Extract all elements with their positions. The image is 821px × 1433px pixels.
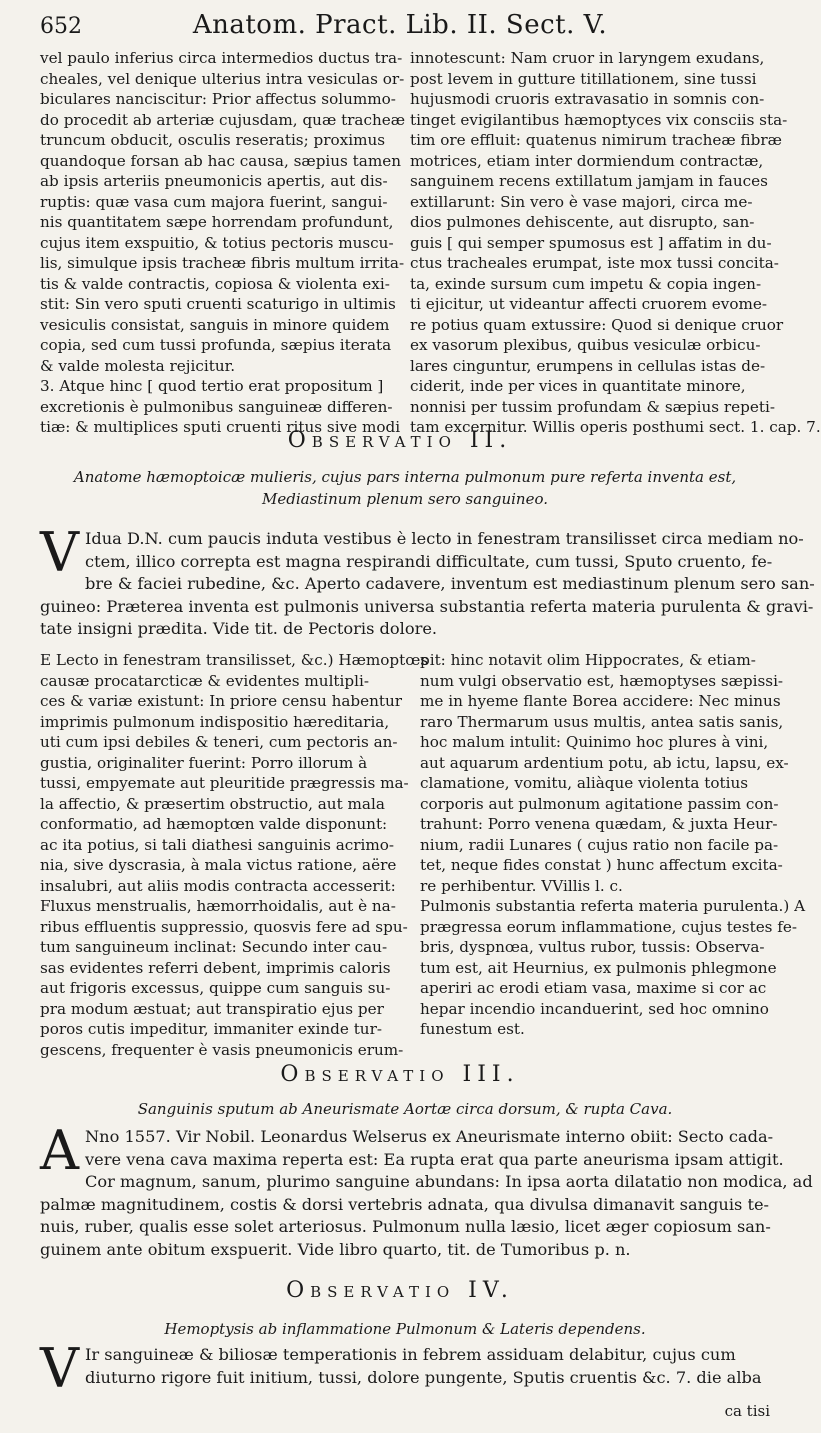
observation-2-heading: Observatio II. (287, 428, 513, 453)
text-line: lis, simulque ipsis tracheæ fibris multum irrita- (40, 254, 405, 272)
text-line: cujus item exspuitio, & totius pectoris muscu- (40, 233, 394, 252)
text-line: tum sanguineum inclinat: Secundo inter cau- (40, 938, 388, 956)
text-line: nium, radii Lunares ( cujus ratio non facile pa- (420, 835, 779, 854)
text-line: cheales, vel denique ulterius intra vesiculas or- (40, 69, 405, 88)
text-line: vesiculis consistat, sanguis in minore quidem (40, 315, 390, 334)
text-line: Ir sanguineæ & biliosæ temperationis in febrem assiduam delabitur, cujus cum (85, 1345, 736, 1364)
text-line: do procedit ab arteriæ cujusdam, quæ tracheæ (40, 110, 406, 129)
text-line: 3. Atque hinc [ quod tertio erat propositum ] (40, 377, 384, 395)
text-line: copia, sed cum tussi profunda, sæpius iterata (40, 336, 392, 354)
text-line: ruptis: quæ vasa cum majora fuerint, sangui- (40, 192, 388, 211)
text-line: guis [ qui semper spumosus est ] affatim in du- (410, 233, 772, 252)
text-line: num vulgi observatio est, hæmoptyses sæpissi- (420, 671, 784, 690)
observation-2-subtitle (40, 466, 770, 510)
observation-3-heading: Observatio III. (280, 1062, 520, 1087)
text-line: tate insigni prædita. Vide tit. de Pectoris dolore. (40, 619, 438, 638)
text-line: truncum obducit, osculis reseratis; proximus (40, 131, 386, 149)
text-line: Nno 1557. Vir Nobil. Leonardus Welserus ex Aneurismate interno obiit: Secto cada- (85, 1127, 774, 1146)
text-line: prægressa eorum inflammatione, cujus testes fe- (420, 917, 798, 936)
text-line: hepar incendio incanduerint, sed hoc omnino (420, 999, 769, 1018)
text-line: ex vasorum plexibus, quibus vesiculæ orbicu- (410, 336, 761, 354)
text-line: Pulmonis substantia referta materia purulenta.) A (420, 897, 806, 915)
observation-2-text (40, 521, 815, 641)
page-header (0, 0, 800, 46)
text-line: sanguinem recens extillatum jamjam in fauces (410, 172, 768, 190)
drop-cap: A (40, 1119, 79, 1182)
subtitle-line: Mediastinum plenum sero sanguineo. (262, 490, 548, 508)
text-line: re perhibentur. VVillis l. c. (420, 876, 623, 895)
text-line: & valde molesta rejicitur. (40, 356, 236, 375)
top-left-column (40, 48, 406, 438)
text-line: ti ejicitur, ut videantur affecti cruorem evome- (410, 295, 768, 313)
text-line: tiæ: & multiplices sputi cruenti ritus sive modi (40, 418, 401, 436)
top-right-column (410, 48, 821, 438)
text-line: ab ipsis arteriis pneumonicis apertis, aut dis- (40, 172, 388, 190)
text-line: aperiri ac erodi etiam vasa, maxime si cor ac (420, 979, 767, 997)
catchword: ca tisi (724, 1402, 770, 1420)
text-line: excretionis è pulmonibus sanguineæ differen- (40, 397, 393, 416)
text-line: funestum est. (420, 1020, 525, 1038)
text-line: aut aquarum ardentium potu, ab ictu, lapsu, ex- (420, 753, 789, 772)
text-line: conformatio, ad hæmoptœn valde disponunt: (40, 815, 388, 833)
text-line: vere vena cava maxima reperta est: Ea rupta erat qua parte aneurisma ipsam attigit. (85, 1149, 784, 1169)
text-line: imprimis pulmonum indispositio hæreditaria, (40, 712, 390, 731)
text-line: Idua D.N. cum paucis induta vestibus è lecto in fenestram transilisset circa mediam no- (85, 529, 804, 548)
text-line: pra modum æstuat; aut transpiratio ejus per (40, 999, 384, 1018)
text-line: pit: hinc notavit olim Hippocrates, & etiam- (420, 651, 756, 669)
text-line: clamatione, vomitu, aliàque violenta totius (420, 774, 749, 792)
text-line: innotescunt: Nam cruor in laryngem exudans, (410, 49, 765, 67)
text-line: ac ita potius, si tali diathesi sanguinis acrimo- (40, 835, 395, 854)
text-line: E Lecto in fenestram transilisset, &c.) Hæmoptœs (40, 651, 429, 669)
subtitle-line: Anatome hæmoptoicæ mulieris, cujus pars interna pulmonum pure referta inventa est, (73, 468, 737, 486)
text-line: uti cum ipsi debiles & teneri, cum pectoris an- (40, 733, 398, 751)
text-line: hujusmodi cruoris extravasatio in somnis con- (410, 90, 765, 108)
text-line: vel paulo inferius circa intermedios ductus tra- (40, 49, 403, 67)
observation-4-heading: Observatio IV. (286, 1278, 514, 1303)
text-line: tinget evigilantibus hæmoptyces vix consciis sta- (410, 110, 788, 129)
text-line: diuturno rigore fuit initium, tussi, dolore pungente, Sputis cruentis &c. 7. die alba (85, 1367, 762, 1387)
text-line: tussi, empyemate aut pleuritide prægressis ma- (40, 774, 409, 792)
text-line: nis quantitatem sæpe horrendam profundunt, (40, 213, 394, 231)
text-line: stit: Sin vero sputi cruenti scaturigo in ultimis (40, 295, 396, 313)
text-line: la affectio, & præsertim obstructio, aut mala (40, 794, 385, 813)
text-line: palmæ magnitudinem, costis & dorsi vertebris adnata, qua divulsa dimanavit sanguis te- (40, 1194, 769, 1214)
text-line: motrices, etiam inter dormiendum contractæ, (410, 151, 764, 170)
text-line: tim ore effluit: quatenus nimirum tracheæ fibræ (410, 131, 782, 149)
page-number: 652 (40, 14, 82, 39)
scholia-left-column (40, 650, 429, 1060)
text-line: quandoque forsan ab hac causa, sæpius tamen (40, 151, 402, 170)
text-line: biculares nanciscitur: Prior affectus solummo- (40, 90, 396, 108)
text-line: ciderit, inde per vices in quantitate minore, (410, 377, 746, 395)
scholia-right-column (420, 650, 806, 1040)
text-line: gescens, frequenter è vasis pneumonicis erum- (40, 1040, 404, 1059)
text-line: me in hyeme flante Borea accidere: Nec minus (420, 692, 781, 710)
text-line: tum est, ait Heurnius, ex pulmonis phlegmone (420, 958, 777, 977)
text-line: ces & variæ existunt: In priore censu habentur (40, 692, 403, 710)
observation-4-text (40, 1337, 780, 1400)
text-line: nia, sive dyscrasia, à mala victus ratione, aëre (40, 856, 397, 874)
text-line: raro Thermarum usus multis, antea satis sanis, (420, 712, 784, 731)
text-line: bris, dyspnœa, vultus rubor, tussis: Observa- (420, 938, 765, 956)
text-line: hoc malum intulit: Quinimo hoc plures à vini, (420, 733, 769, 751)
observation-4-subtitle: Hemoptysis ab inflammatione Pulmonum & Lateris dependens. (164, 1320, 646, 1338)
text-line: causæ procatarcticæ & evidentes multipli- (40, 671, 369, 690)
text-line: post levem in gutture titillationem, sine tussi (410, 69, 757, 88)
drop-cap: V (40, 1337, 79, 1400)
text-line: ctus tracheales erumpat, iste mox tussi concita- (410, 254, 779, 272)
text-line: poros cutis impeditur, immaniter exinde tur- (40, 1020, 382, 1038)
text-line: guinem ante obitum exspuerit. Vide libro quarto, tit. de Tumoribus p. n. (40, 1239, 631, 1259)
text-line: gustia, originaliter fuerint: Porro illorum à (40, 753, 368, 772)
observation-3-text (40, 1119, 813, 1261)
text-line: dios pulmones dehiscente, aut disrupto, san- (410, 213, 755, 231)
text-line: bre & faciei rubedine, &c. Aperto cadavere, inventum est mediastinum plenum sero san- (85, 574, 815, 593)
text-line: ctem, illico correpta est magna respirandi difficultate, cum tussi, Sputo cruento, fe- (85, 551, 773, 571)
text-line: nonnisi per tussim profundam & sæpius repeti- (410, 397, 775, 416)
text-line: re potius quam extussire: Quod si denique cruor (410, 315, 784, 334)
text-line: lares cinguntur, erumpens in cellulas istas de- (410, 356, 766, 375)
text-line: aut frigoris excessus, quippe cum sanguis su- (40, 979, 391, 997)
text-line: extillarunt: Sin vero è vase majori, circa me- (410, 192, 753, 211)
text-line: ribus effluentis suppressio, quosvis fere ad spu- (40, 917, 408, 936)
text-line: sas evidentes referri debent, imprimis caloris (40, 958, 391, 977)
text-line: nuis, ruber, qualis esse solet arteriosus. Pulmonum nulla læsio, licet æger copiosum san- (40, 1217, 771, 1236)
text-line: tis & valde contractis, copiosa & violenta exi- (40, 274, 390, 293)
text-line: Cor magnum, sanum, plurimo sanguine abundans: In ipsa aorta dilatatio non modica, ad (85, 1172, 813, 1191)
text-line: ta, exinde sursum cum impetu & copia ingen- (410, 274, 762, 293)
text-line: insalubri, aut aliis modis contracta accesserit: (40, 876, 396, 895)
observation-3-subtitle: Sanguinis sputum ab Aneurismate Aortæ circa dorsum, & rupta Cava. (137, 1100, 673, 1118)
text-line: trahunt: Porro venena quædam, & juxta Heur- (420, 815, 778, 833)
text-line: corporis aut pulmonum agitatione passim con- (420, 794, 779, 813)
text-line: Fluxus menstrualis, hæmorrhoidalis, aut è na- (40, 897, 396, 915)
drop-cap: V (40, 521, 79, 584)
text-line: tam excernitur. Willis operis posthumi sect. 1. cap. 7. (410, 418, 821, 436)
running-title: Anatom. Pract. Lib. II. Sect. V. (192, 10, 608, 40)
text-line: tet, neque fides constat ) hunc affectum excita- (420, 856, 783, 874)
text-line: guineo: Præterea inventa est pulmonis universa substantia referta materia purulenta & gravi- (40, 596, 814, 616)
